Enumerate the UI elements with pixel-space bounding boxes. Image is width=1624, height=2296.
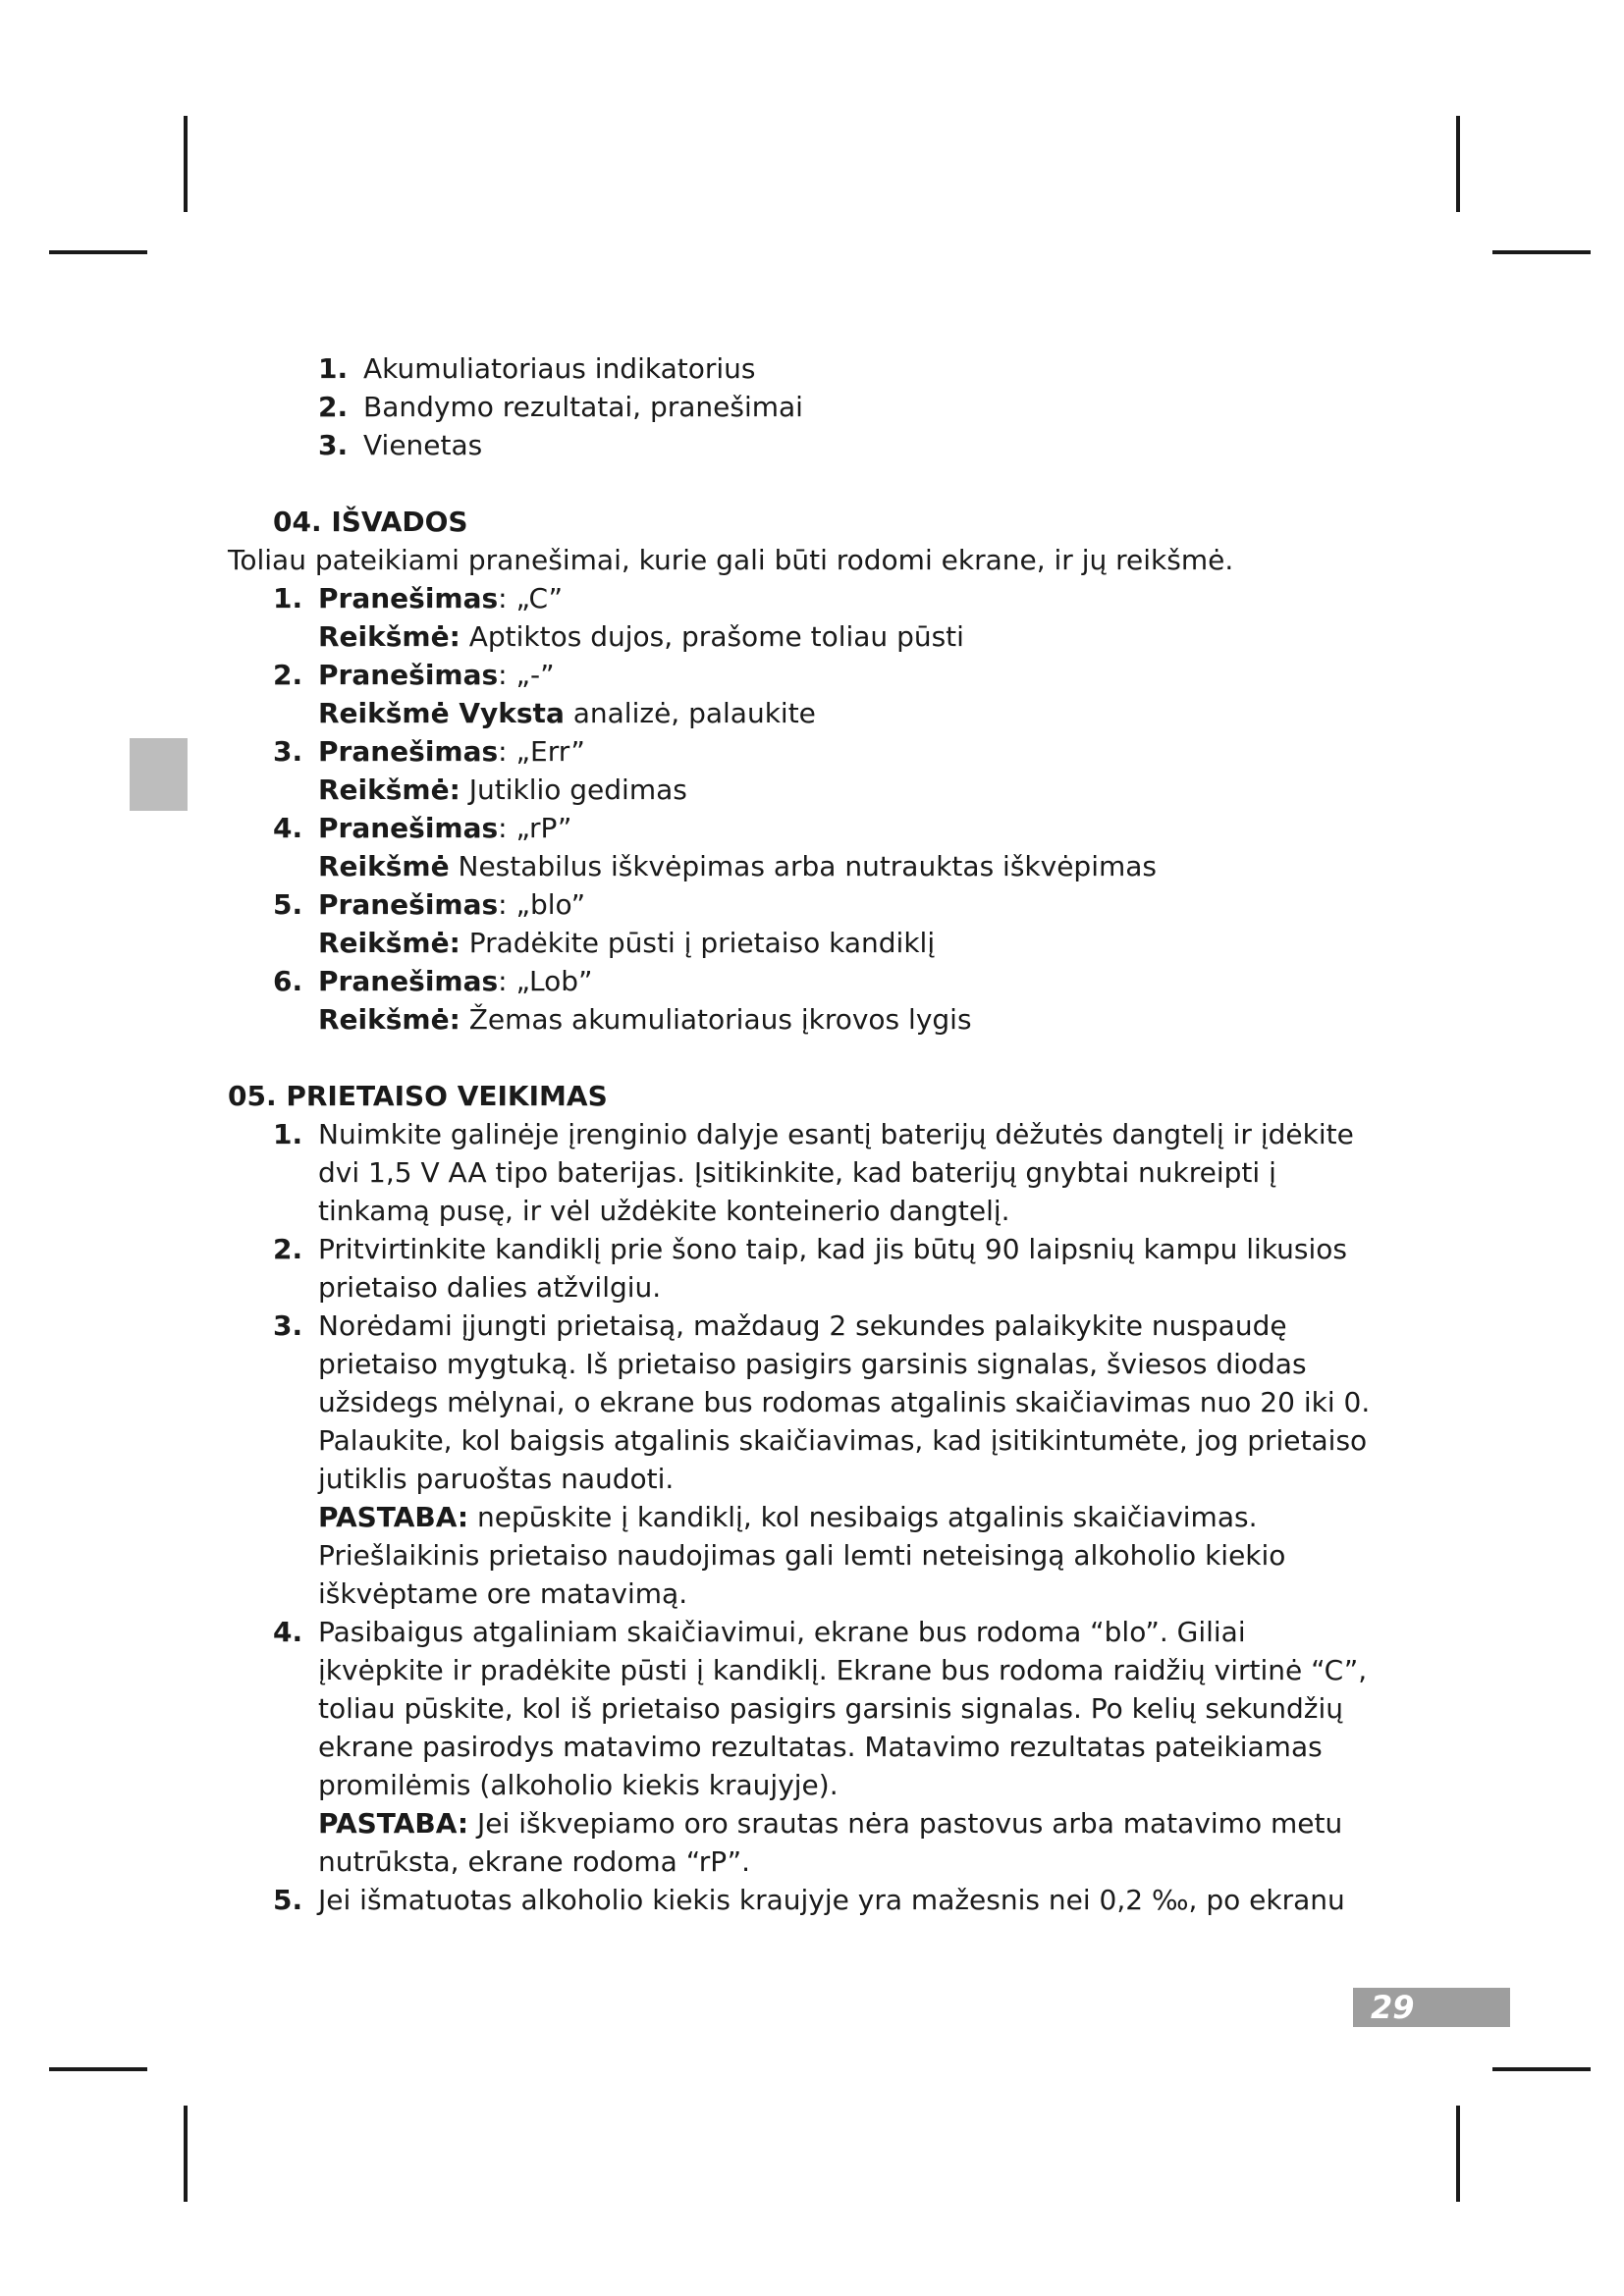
display-legend-list xyxy=(273,349,1373,464)
list-item: 2. Pritvirtinkite kandiklį prie šono taip, kad jis būtų 90 laipsnių kampu likusios prietaiso dalies atžvilgiu. xyxy=(273,1233,1348,1304)
section-04-intro: Toliau pateikiami pranešimai, kurie gali būti rodomi ekrane, ir jų reikšmė. xyxy=(228,544,1234,576)
list-item: 4. Pasibaigus atgaliniam skaičiavimui, ekrane bus rodoma “blo”. Giliai įkvėpkite ir pradėkite pūsti į kandiklį. Ekrane bus rodoma raidžių virtinė “C”, toliau pūskite, kol iš prietaiso pasigirs garsinis signalas. Po kelių sekundžių ekrane pasirodys matavimo rezultatas. Matavimo rezultatas pateikiamas promilėmis (alkoholio kiekis kraujyje). PASTABA: Jei iškvepiamo oro srautas nėra pastovus arba matavimo metu nutrūksta, ekrane rodoma “rP”. xyxy=(228,1613,1373,1881)
message-codes-list xyxy=(228,579,1373,1039)
crop-mark-top-left-horizontal xyxy=(49,250,147,254)
list-item: 1. Nuimkite galinėje įrenginio dalyje esantį baterijų dėžutės dangtelį ir įdėkite dvi 1,5 V AA tipo baterijas. Įsitikinkite, kad baterijų gnybtai nukreipti į tinkamą pusę, ir vėl uždėkite konteinerio dangtelį. xyxy=(273,1118,1354,1227)
section-04-title: 04. IŠVADOS xyxy=(273,506,468,538)
list-item: 2. Bandymo rezultatai, pranešimai xyxy=(318,391,803,423)
crop-mark-bottom-right-vertical xyxy=(1456,2106,1460,2202)
page-number: 29 xyxy=(1353,1988,1510,2027)
list-item: 6. Pranešimas: „Lob” Reikšmė: Žemas akumuliatoriaus įkrovos lygis xyxy=(273,965,972,1036)
note: PASTABA: nepūskite į kandiklį, kol nesibaigs atgalinis skaičiavimas. Priešlaikinis prietaiso naudojimas gali lemti neteisingą alkoholio kiekio iškvėptame ore matavimą. xyxy=(318,1501,1286,1610)
crop-mark-bottom-left-horizontal xyxy=(49,2067,147,2071)
crop-mark-top-right-vertical xyxy=(1456,116,1460,212)
list-item: 1. Akumuliatoriaus indikatorius xyxy=(318,352,756,385)
list-item: 5. Jei išmatuotas alkoholio kiekis kraujyje yra mažesnis nei 0,2 ‰, po ekranu xyxy=(273,1884,1345,1916)
crop-mark-top-right-horizontal xyxy=(1492,250,1591,254)
list-item: 3. Norėdami įjungti prietaisą, maždaug 2 sekundes palaikykite nuspaudę prietaiso mygtuką. Iš prietaiso pasigirs garsinis signalas, šviesos diodas užsidegs mėlynai, o ekrane bus rodomas atgalinis skaičiavimas nuo 20 iki 0. Palaukite, kol baigsis atgalinis skaičiavimas, kad įsitikintumėte, jog prietaiso jutiklis paruoštas naudoti. PASTABA: nepūskite į kandiklį, kol nesibaigs atgalinis skaičiavimas. Priešlaikinis prietaiso naudojimas gali lemti neteisingą alkoholio kiekio iškvėptame ore matavimą. xyxy=(228,1307,1373,1613)
page-content xyxy=(228,349,1373,1919)
crop-mark-bottom-left-vertical xyxy=(184,2106,188,2202)
list-item: 2. Pranešimas: „-” Reikšmė Vyksta analizė, palaukite xyxy=(273,659,816,729)
crop-mark-bottom-right-horizontal xyxy=(1492,2067,1591,2071)
list-item: 5. Pranešimas: „blo” Reikšmė: Pradėkite pūsti į prietaiso kandiklį xyxy=(273,888,936,959)
side-tab-marker xyxy=(130,738,188,811)
list-item: 3. Pranešimas: „Err” Reikšmė: Jutiklio gedimas xyxy=(273,735,687,806)
section-05-title: 05. PRIETAISO VEIKIMAS xyxy=(228,1080,608,1112)
operation-steps-list xyxy=(228,1115,1373,1919)
note: PASTABA: Jei iškvepiamo oro srautas nėra pastovus arba matavimo metu nutrūksta, ekrane rodoma “rP”. xyxy=(318,1807,1343,1878)
crop-mark-top-left-vertical xyxy=(184,116,188,212)
list-item: 4. Pranešimas: „rP” Reikšmė Nestabilus iškvėpimas arba nutrauktas iškvėpimas xyxy=(273,812,1158,882)
list-item: 3. Vienetas xyxy=(318,429,483,461)
list-item: 1. Pranešimas: „C” Reikšmė: Aptiktos dujos, prašome toliau pūsti xyxy=(273,582,964,653)
